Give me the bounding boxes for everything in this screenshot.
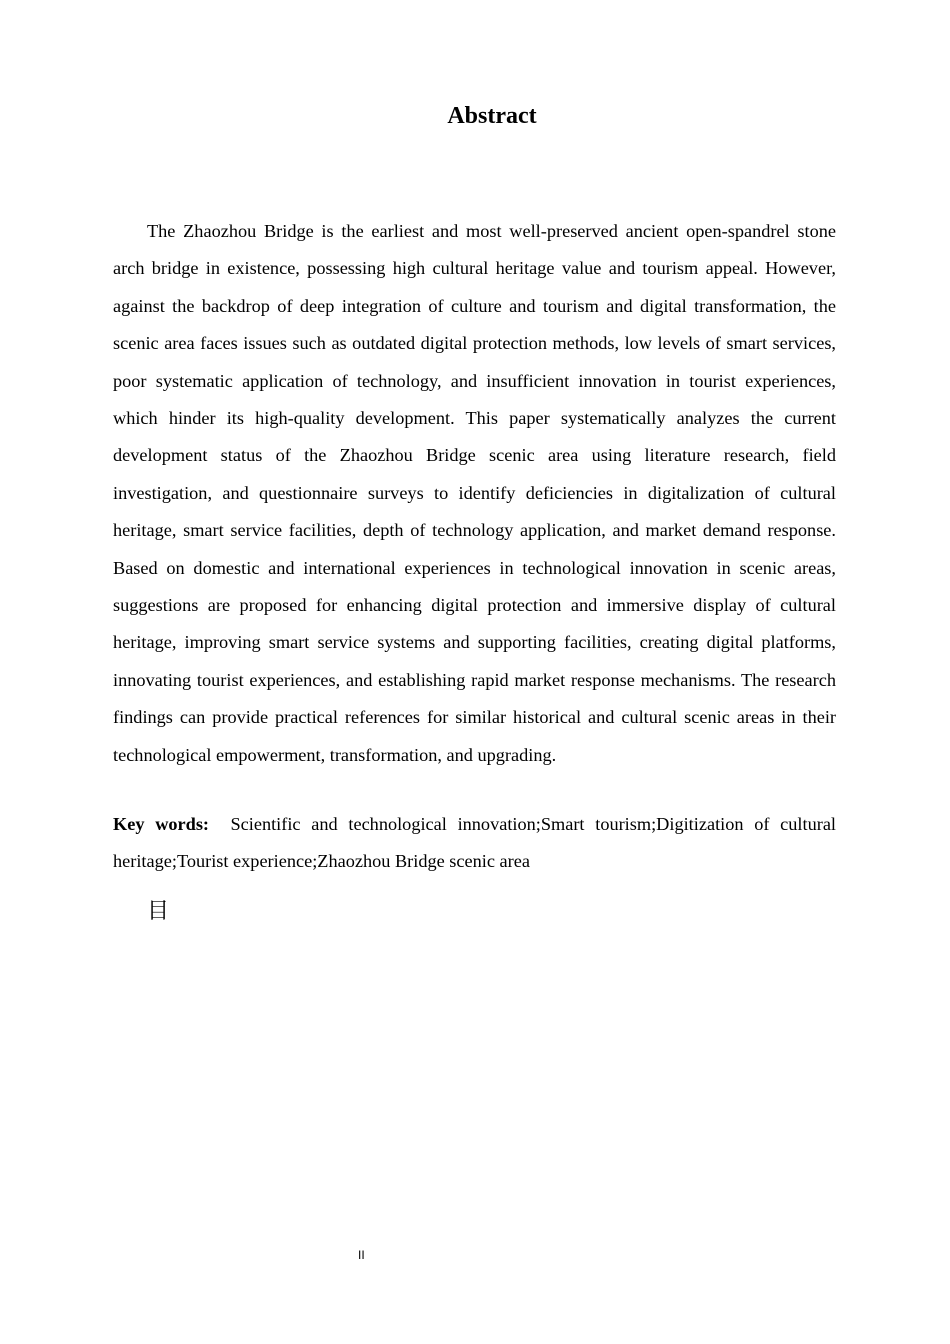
abstract-paragraph: The Zhaozhou Bridge is the earliest and most well-preserved ancient open-spandrel stone arch bridge in existence, possessing high cultural heritage value and tourism appeal. However, against the backdrop of deep integration of culture and tourism and digital transformation, the scenic area faces issues such as outdated digital protection methods, low levels of smart services, poor systematic application of technology, and insufficient innovation in tourist experiences, which hinder its high-quality development. This paper systematically analyzes the current development status of the Zhaozhou Bridge scenic area using literature research, field investigation, and questionnaire surveys to identify deficiencies in digitalization of cultural heritage, smart service facilities, depth of technology application, and market demand response. Based on domestic and international experiences in technological innovation in scenic areas, suggestions are proposed for enhancing digital protection and immersive display of cultural heritage, improving smart service systems and supporting facilities, creating digital platforms, innovating tourist experiences, and establishing rapid market response mechanisms. The research findings can provide practical references for similar historical and cultural scenic areas in their technological empowerment, transformation, and upgrading.	[113, 221, 836, 765]
keywords-label: Key words:	[113, 814, 210, 834]
table-of-contents-heading: 目	[147, 899, 170, 924]
page-number: II	[358, 1248, 365, 1262]
abstract-title: Abstract	[447, 103, 537, 129]
keywords-text: Scientific and technological innovation;Smart tourism;Digitization of cultural heritage;Tourist experience;Zhaozhou Bridge scenic area	[113, 814, 837, 872]
keywords-line	[113, 806, 836, 881]
